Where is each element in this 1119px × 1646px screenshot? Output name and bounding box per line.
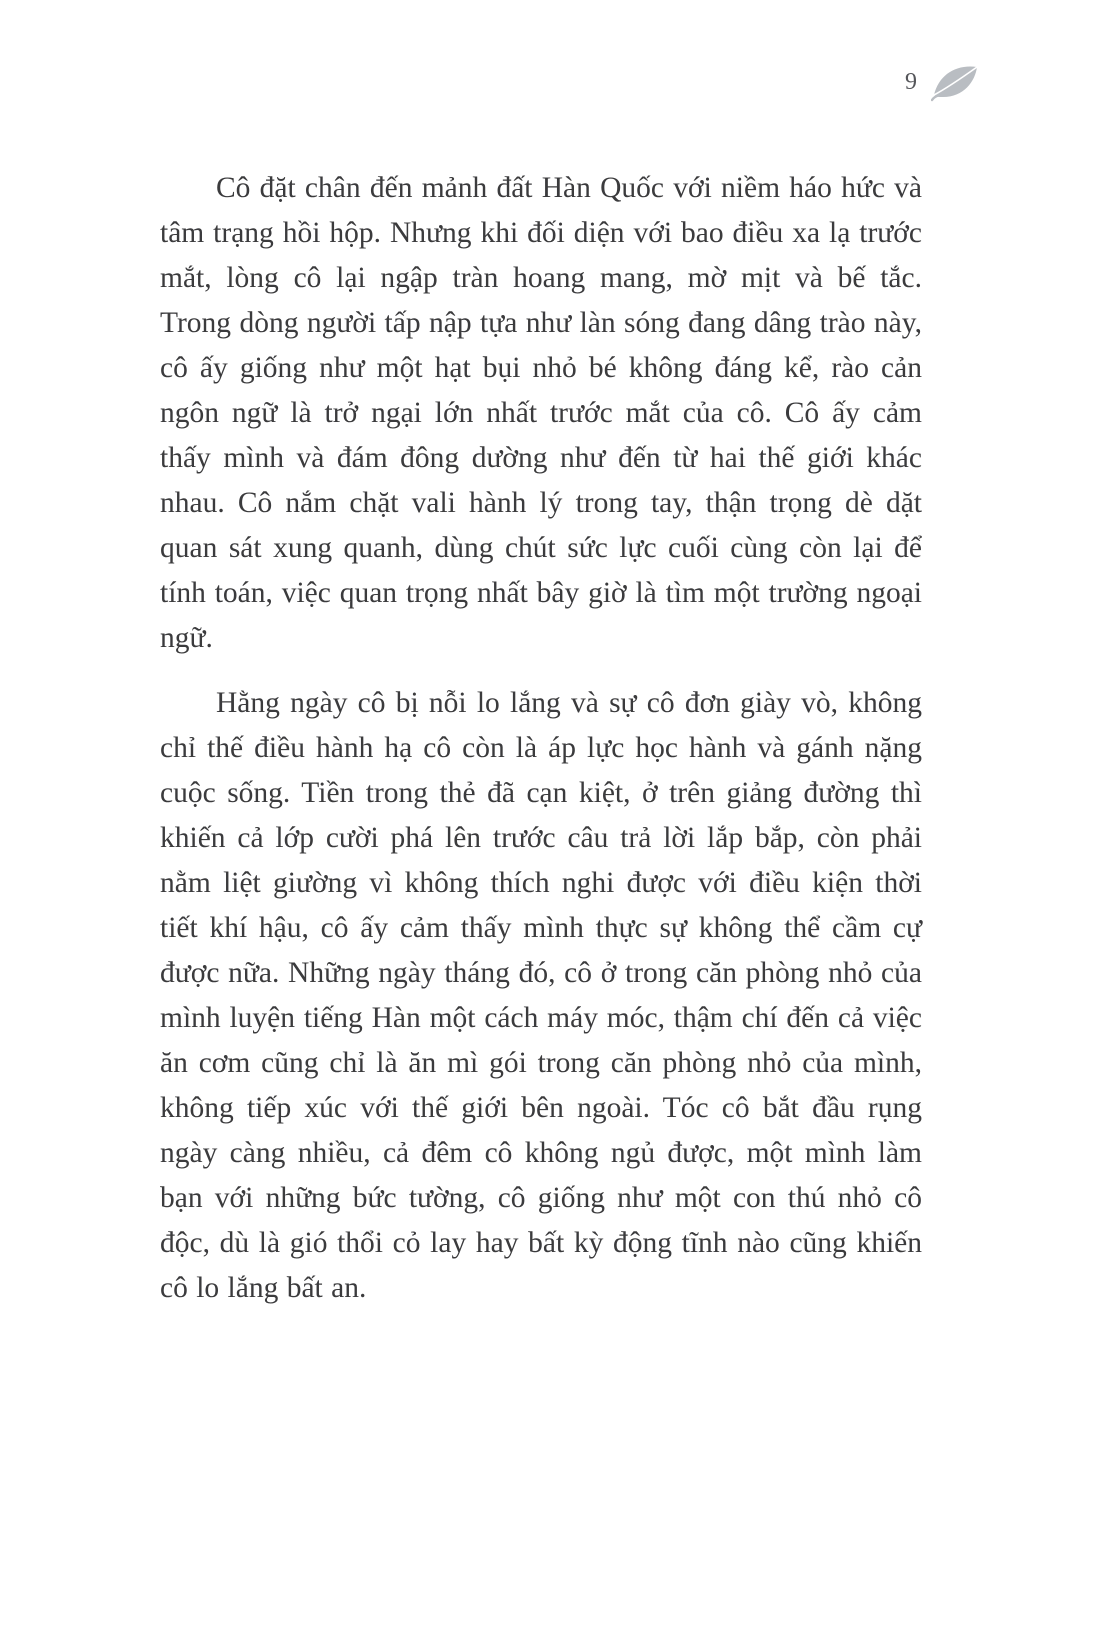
body-text [160, 166, 922, 1331]
page-number: 9 [905, 69, 917, 95]
paragraph: Cô đặt chân đến mảnh đất Hàn Quốc với niềm háo hức và tâm trạng hồi hộp. Nhưng khi đối diện với bao điều xa lạ trước mắt, lòng cô lại ngập tràn hoang mang, mờ mịt và bế tắc. Trong dòng người tấp nập tựa như làn sóng đang dâng trào này, cô ấy giống như một hạt bụi nhỏ bé không đáng kể, rào cản ngôn ngữ là trở ngại lớn nhất trước mắt của cô. Cô ấy cảm thấy mình và đám đông dường như đến từ hai thế giới khác nhau. Cô nắm chặt vali hành lý trong tay, thận trọng dè dặt quan sát xung quanh, dùng chút sức lực cuối cùng còn lại để tính toán, việc quan trọng nhất bây giờ là tìm một trường ngoại ngữ. [160, 172, 922, 654]
page-header [905, 62, 979, 104]
leaf-ornament-icon [931, 62, 979, 104]
paragraph: Hằng ngày cô bị nỗi lo lắng và sự cô đơn giày vò, không chỉ thế điều hành hạ cô còn là áp lực học hành và gánh nặng cuộc sống. Tiền trong thẻ đã cạn kiệt, ở trên giảng đường thì khiến cả lớp cười phá lên trước câu trả lời lắp bắp, còn phải nằm liệt giường vì không thích nghi được với điều kiện thời tiết khí hậu, cô ấy cảm thấy mình thực sự không thể cầm cự được nữa. Những ngày tháng đó, cô ở trong căn phòng nhỏ của mình luyện tiếng Hàn một cách máy móc, thậm chí đến cả việc ăn cơm cũng chỉ là ăn mì gói trong căn phòng nhỏ của mình, không tiếp xúc với thế giới bên ngoài. Tóc cô bắt đầu rụng ngày càng nhiều, cả đêm cô không ngủ được, một mình làm bạn với những bức tường, cô giống như một con thú nhỏ cô độc, dù là gió thổi cỏ lay hay bất kỳ động tĩnh nào cũng khiến cô lo lắng bất an. [160, 687, 922, 1304]
